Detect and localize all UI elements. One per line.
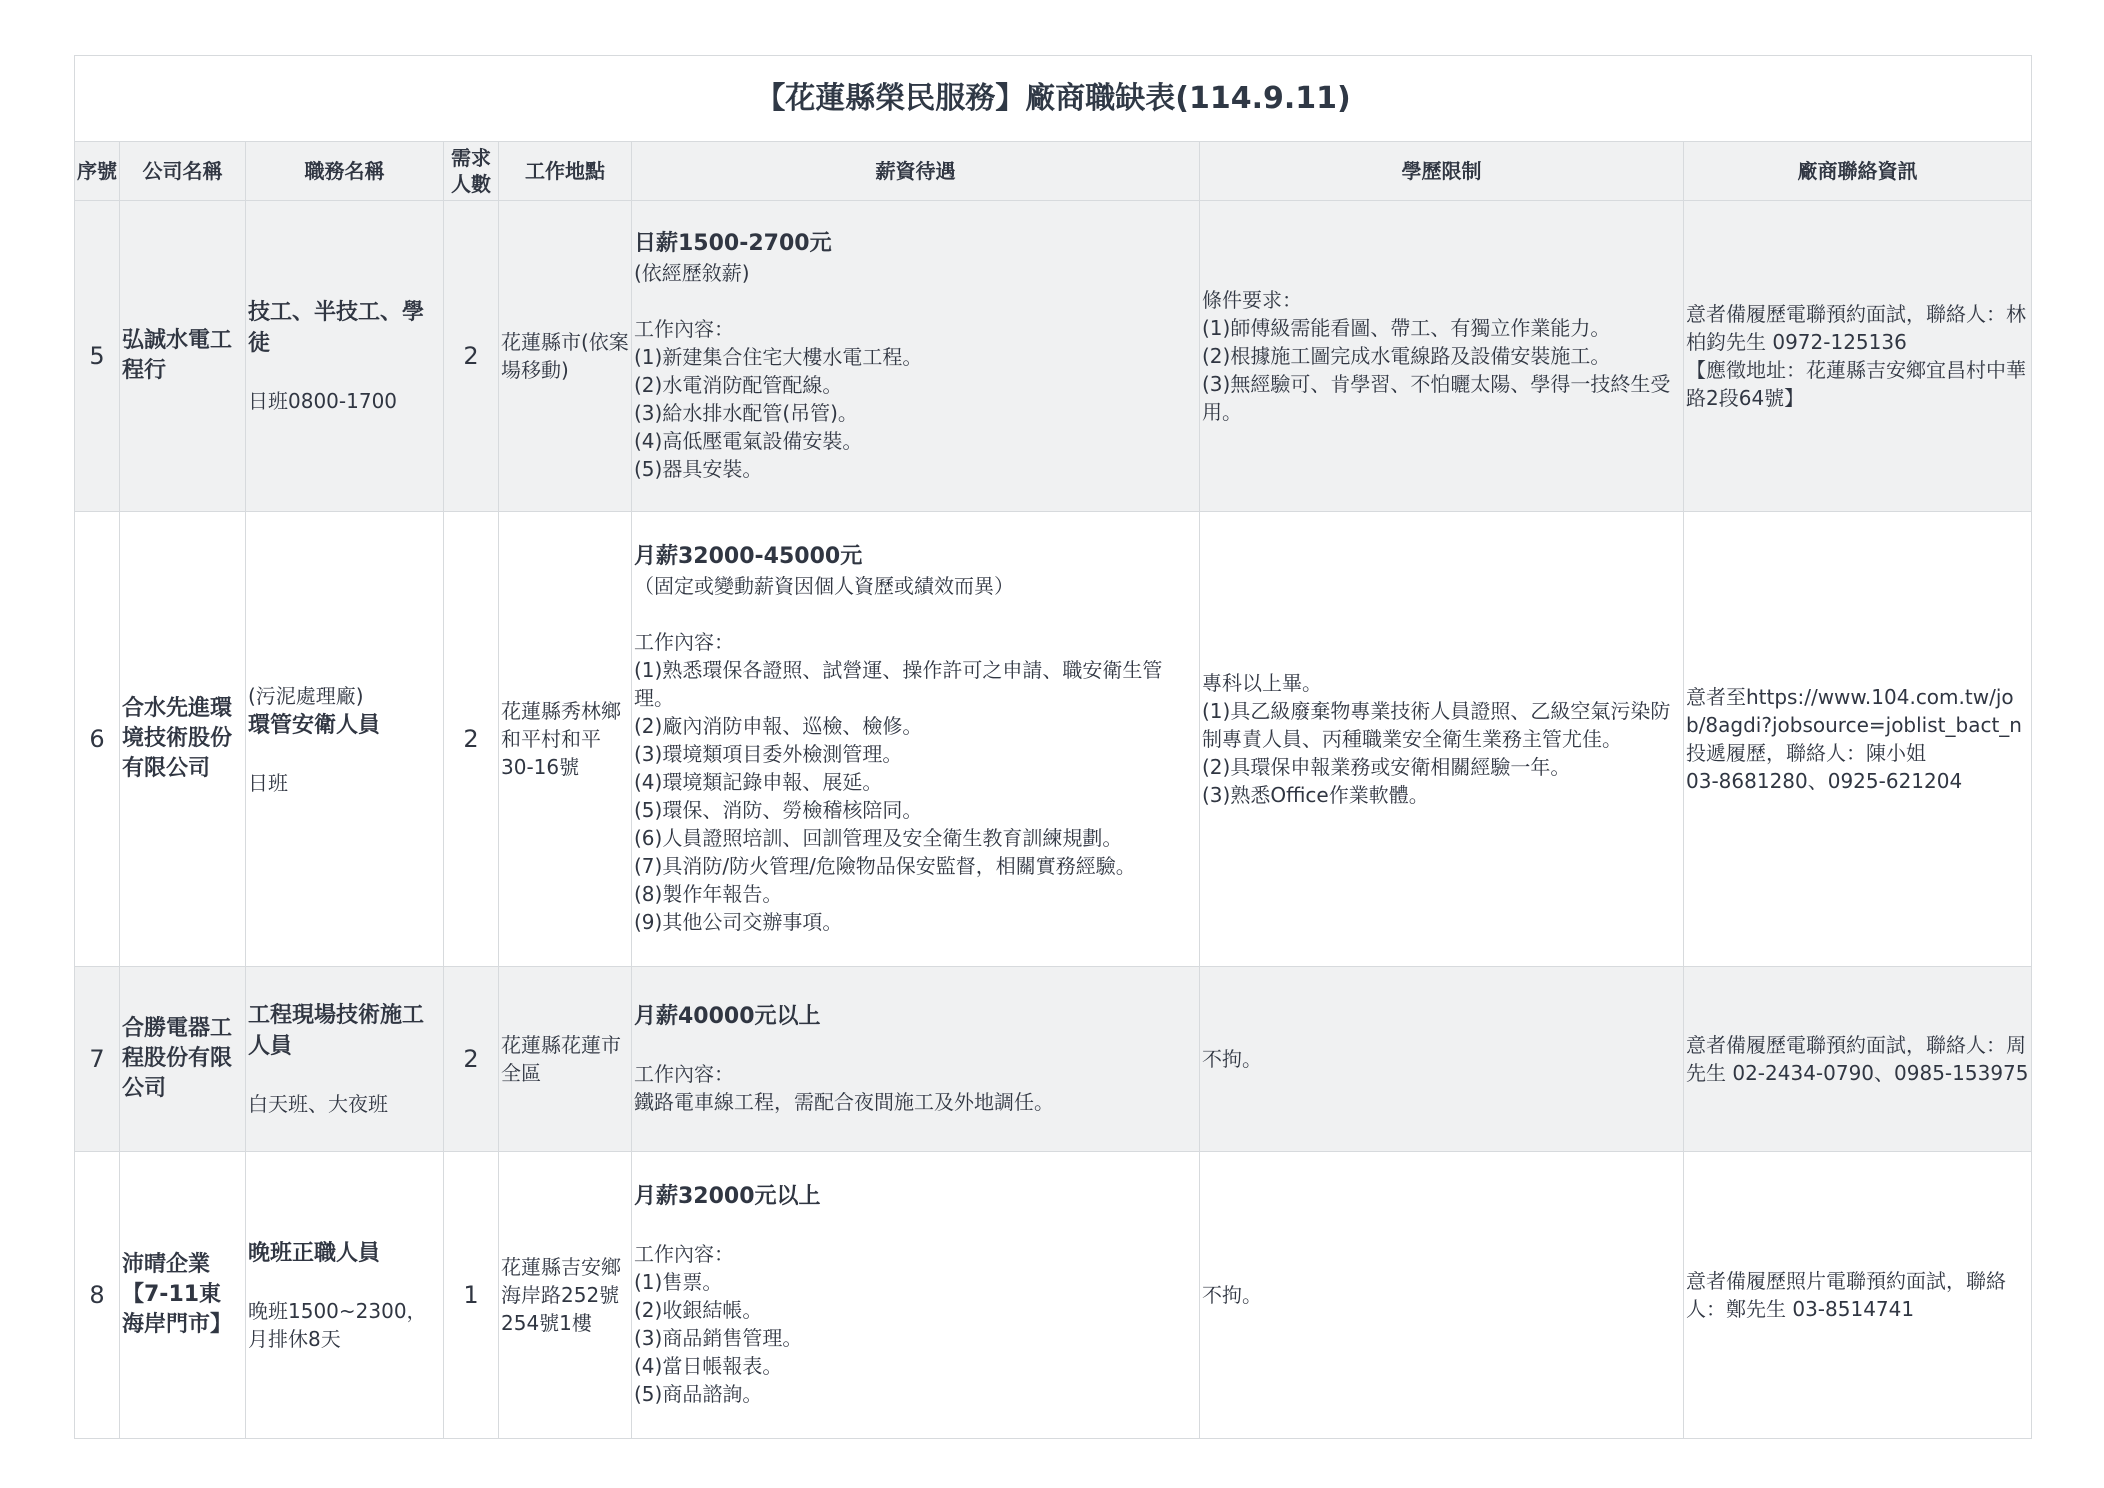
duty-item: (5)環保、消防、勞檢稽核陪同。 (634, 798, 923, 822)
duty-item: (2)廠內消防申報、巡檢、檢修。 (634, 714, 923, 738)
contact-cell (1684, 201, 2032, 512)
page-title: 【花蓮縣榮民服務】廠商職缺表(114.9.11) (75, 56, 2032, 142)
salary-cell (632, 512, 1200, 967)
headcount: 2 (444, 201, 499, 512)
education-cell (1200, 201, 1684, 512)
duties-label: 工作內容： (634, 1242, 734, 1266)
contact-cell (1684, 512, 2032, 967)
education-cell (1200, 1152, 1684, 1439)
header-company: 公司名稱 (120, 142, 246, 201)
salary-cell (632, 1152, 1200, 1439)
company-name: 合水先進環境技術股份有限公司 (120, 512, 246, 967)
header-count: 需求人數 (444, 142, 499, 201)
salary-cell (632, 967, 1200, 1152)
table-row (75, 201, 2032, 512)
education-cell (1200, 512, 1684, 967)
job-title: 環管安衛人員 (248, 712, 381, 738)
duty-item: (4)環境類記錄申報、展延。 (634, 770, 883, 794)
row-number: 7 (75, 967, 120, 1152)
job-title: 工程現場技術施工人員 (248, 1003, 425, 1059)
job-title: 晚班正職人員 (248, 1240, 381, 1266)
duty-item: (5)器具安裝。 (634, 457, 763, 481)
duty-item: (7)具消防/防火管理/危險物品保安監督，相關實務經驗。 (634, 854, 1136, 878)
duty-item: (4)高低壓電氣設備安裝。 (634, 429, 863, 453)
duty-item: (3)商品銷售管理。 (634, 1326, 803, 1350)
company-name: 弘誠水電工程行 (120, 201, 246, 512)
salary-amount: 日薪1500-2700元 (634, 231, 832, 256)
job-cell (246, 1152, 444, 1439)
duty-item: (8)製作年報告。 (634, 882, 783, 906)
contact-line: 意者備履歷電聯預約面試，聯絡人：周先生 02-2434-0790、0985-153975 (1686, 1033, 2029, 1085)
salary-amount: 月薪40000元以上 (634, 1004, 821, 1029)
job-shift: 晚班1500~2300，月排休8天 (248, 1298, 427, 1351)
header-job: 職務名稱 (246, 142, 444, 201)
job-cell (246, 967, 444, 1152)
job-shift: 日班0800-1700 (248, 389, 398, 413)
education-line: (3)無經驗可、肯學習、不怕曬太陽、學得一技終生受用。 (1202, 372, 1671, 424)
headcount: 2 (444, 512, 499, 967)
row-number: 6 (75, 512, 120, 967)
work-location: 花蓮縣市(依案場移動) (499, 201, 632, 512)
contact-cell (1684, 967, 2032, 1152)
headcount: 1 (444, 1152, 499, 1439)
work-location: 花蓮縣花蓮市全區 (499, 967, 632, 1152)
duty-item: (9)其他公司交辦事項。 (634, 910, 843, 934)
header-no: 序號 (75, 142, 120, 201)
education-line: 不拘。 (1202, 1047, 1262, 1071)
salary-note: （固定或變動薪資因個人資歷或績效而異） (634, 574, 1014, 598)
duty-item: (5)商品諮詢。 (634, 1382, 763, 1406)
company-name: 合勝電器工程股份有限公司 (120, 967, 246, 1152)
education-line: 專科以上畢。 (1202, 671, 1322, 695)
job-title: 技工、半技工、學徒 (248, 300, 425, 356)
job-cell (246, 512, 444, 967)
job-cell (246, 201, 444, 512)
education-line: 條件要求： (1202, 288, 1302, 312)
education-line: (2)根據施工圖完成水電線路及設備安裝施工。 (1202, 344, 1611, 368)
education-line: (2)具環保申報業務或安衛相關經驗一年。 (1202, 755, 1571, 779)
headcount: 2 (444, 967, 499, 1152)
duties-label: 工作內容： (634, 1062, 734, 1086)
duty-item: (1)售票。 (634, 1270, 723, 1294)
duty-item: (1)熟悉環保各證照、試營運、操作許可之申請、職安衛生管理。 (634, 658, 1163, 710)
header-salary: 薪資待遇 (632, 142, 1200, 201)
job-shift: 白天班、大夜班 (248, 1092, 388, 1116)
vacancy-table (74, 55, 2032, 1439)
salary-note: (依經歷敘薪) (634, 261, 750, 285)
duty-item: (2)收銀結帳。 (634, 1298, 763, 1322)
education-cell (1200, 967, 1684, 1152)
contact-line: 意者備履歷電聯預約面試，聯絡人：林柏鈞先生 0972-125136 (1686, 302, 2026, 354)
table-row (75, 1152, 2032, 1439)
education-line: (1)師傅級需能看圖、帶工、有獨立作業能力。 (1202, 316, 1611, 340)
duty-item: (1)新建集合住宅大樓水電工程。 (634, 345, 923, 369)
education-line: 不拘。 (1202, 1283, 1262, 1307)
duty-item: (3)給水排水配管(吊管)。 (634, 401, 858, 425)
salary-cell (632, 201, 1200, 512)
job-department: (污泥處理廠) (248, 683, 364, 708)
contact-line: 03-8681280、0925-621204 (1686, 769, 1963, 793)
row-number: 5 (75, 201, 120, 512)
table-row (75, 512, 2032, 967)
education-line: (1)具乙級廢棄物專業技術人員證照、乙級空氣污染防制專責人員、丙種職業安全衛生業務主管尤佳。 (1202, 699, 1671, 751)
contact-line: 【應徵地址：花蓮縣吉安鄉宜昌村中華路2段64號】 (1686, 358, 2026, 410)
duty-item: (6)人員證照培訓、回訓管理及安全衛生教育訓練規劃。 (634, 826, 1123, 850)
contact-cell (1684, 1152, 2032, 1439)
work-location: 花蓮縣吉安鄉海岸路252號254號1樓 (499, 1152, 632, 1439)
row-number: 8 (75, 1152, 120, 1439)
duty-item: (2)水電消防配管配線。 (634, 373, 843, 397)
duty-item: (3)環境類項目委外檢測管理。 (634, 742, 903, 766)
duties-label: 工作內容： (634, 317, 734, 341)
duties-label: 工作內容： (634, 630, 734, 654)
header-location: 工作地點 (499, 142, 632, 201)
duty-item: 鐵路電車線工程，需配合夜間施工及外地調任。 (634, 1090, 1054, 1114)
table-row (75, 967, 2032, 1152)
work-location: 花蓮縣秀林鄉和平村和平30-16號 (499, 512, 632, 967)
salary-amount: 月薪32000元以上 (634, 1184, 821, 1209)
salary-amount: 月薪32000-45000元 (634, 544, 863, 569)
header-education: 學歷限制 (1200, 142, 1684, 201)
contact-line: 意者至https://www.104.com.tw/job/8agdi?jobsource=joblist_bact_n 投遞履歷，聯絡人：陳小姐 (1686, 685, 2029, 765)
duty-item: (4)當日帳報表。 (634, 1354, 783, 1378)
contact-line: 意者備履歷照片電聯預約面試，聯絡人：鄭先生 03-8514741 (1686, 1269, 2006, 1321)
education-line: (3)熟悉Office作業軟體。 (1202, 783, 1429, 807)
header-contact: 廠商聯絡資訊 (1684, 142, 2032, 201)
job-shift: 日班 (248, 770, 288, 795)
company-name: 沛晴企業【7-11東海岸門市】 (120, 1152, 246, 1439)
